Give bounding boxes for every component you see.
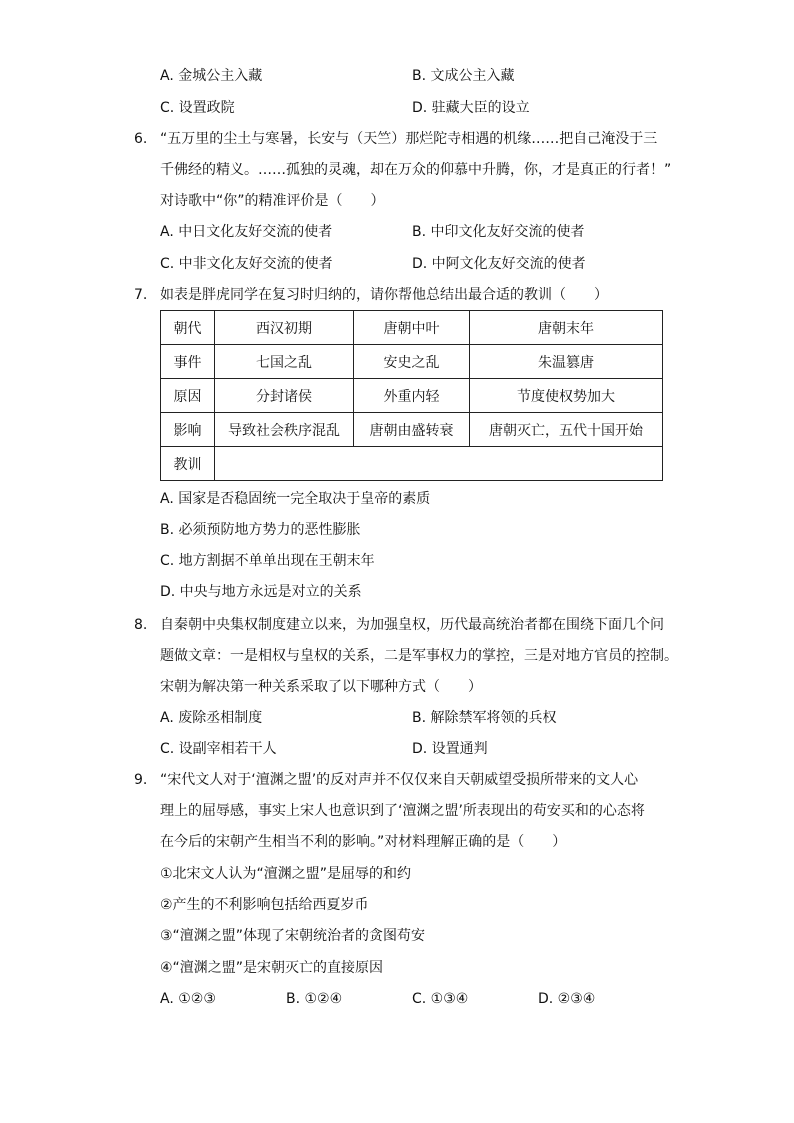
table-cell: 分封诸侯 <box>215 379 354 413</box>
table-cell: 唐朝灭亡，五代十国开始 <box>470 413 663 447</box>
table-row <box>161 311 663 345</box>
q8-option-d[interactable]: D. 设置通判 <box>412 741 488 757</box>
q9-stem-line-3: 在今后的宋朝产生相当不利的影响。”对材料理解正确的是（ ） <box>160 834 567 850</box>
q8-option-c[interactable]: C. 设副宰相若干人 <box>160 741 277 757</box>
q5-option-a[interactable]: A. 金城公主入藏 <box>160 68 263 84</box>
q8-option-a[interactable]: A. 废除丞相制度 <box>160 710 263 726</box>
q6-stem-line-1: “五万里的尘土与寒暑，长安与（天竺）那烂陀寺相遇的机缘……把自己淹没于三 <box>160 131 658 147</box>
q7-option-d[interactable]: D. 中央与地方永远是对立的关系 <box>160 584 362 600</box>
q9-option-b[interactable]: B. ①②④ <box>286 991 343 1007</box>
q9-stem-line-2: 理上的屈辱感，事实上宋人也意识到了‘澶渊之盟’所表现出的苟安买和的心态将 <box>160 803 645 819</box>
q5-options-row-1 <box>160 65 720 87</box>
q8-stem-line-3: 宋朝为解决第一种关系采取了以下哪种方式（ ） <box>160 679 482 695</box>
q9-statement-2: ②产生的不利影响包括给西夏岁币 <box>160 897 369 913</box>
table-cell: 西汉初期 <box>215 311 354 345</box>
table-row <box>161 447 663 481</box>
q9-statement-3: ③“澶渊之盟”体现了宋朝统治者的贪图苟安 <box>160 928 426 944</box>
table-cell: 唐朝中叶 <box>354 311 470 345</box>
q9-number: 9. <box>134 772 148 788</box>
q6-stem-line-2: 千佛经的精义。……孤独的灵魂，却在万众的仰慕中升腾，你，才是真正的行者！” <box>160 162 672 178</box>
q6-options-row-2 <box>160 253 720 275</box>
q8-options-row-2 <box>160 738 720 760</box>
table-row <box>161 413 663 447</box>
q9-stem-line-1: “宋代文人对于‘澶渊之盟’的反对声并不仅仅来自天朝威望受损所带来的文人心 <box>160 772 639 788</box>
q5-option-c[interactable]: C. 设置政院 <box>160 100 235 116</box>
q5-option-b[interactable]: B. 文成公主入藏 <box>412 68 515 84</box>
table-cell: 外重内轻 <box>354 379 470 413</box>
q6-option-a[interactable]: A. 中日文化友好交流的使者 <box>160 224 333 240</box>
table-row <box>161 379 663 413</box>
table-cell: 影响 <box>161 413 215 447</box>
q7-option-a[interactable]: A. 国家是否稳固统一完全取决于皇帝的素质 <box>160 491 431 507</box>
q9-option-a[interactable]: A. ①②③ <box>160 991 216 1007</box>
q8-stem-line-1: 自秦朝中央集权制度建立以来，为加强皇权，历代最高统治者都在围绕下面几个问 <box>160 617 664 633</box>
table-cell: 导致社会秩序混乱 <box>215 413 354 447</box>
q9-statement-4: ④“澶渊之盟”是宋朝灭亡的直接原因 <box>160 960 384 976</box>
q9-statement-1: ①北宋文人认为“澶渊之盟”是屈辱的和约 <box>160 866 412 882</box>
lesson-answer-cell <box>215 447 663 481</box>
q8-stem-line-2: 题做文章：一是相权与皇权的关系，二是军事权力的掌控，三是对地方官员的控制。 <box>160 648 678 664</box>
q6-number: 6. <box>134 131 148 147</box>
q7-option-b[interactable]: B. 必须预防地方势力的恶性膨胀 <box>160 522 361 538</box>
table-cell: 朱温篡唐 <box>470 345 663 379</box>
table-cell: 唐朝由盛转衰 <box>354 413 470 447</box>
table-cell: 教训 <box>161 447 215 481</box>
q9-option-d[interactable]: D. ②③④ <box>538 991 596 1007</box>
q7-stem: 如表是胖虎同学在复习时归纳的，请你帮他总结出最合适的教训（ ） <box>160 287 608 303</box>
table-cell: 七国之乱 <box>215 345 354 379</box>
table-cell: 朝代 <box>161 311 215 345</box>
q6-stem-line-3: 对诗歌中“你”的精准评价是（ ） <box>160 193 385 209</box>
table-cell: 安史之乱 <box>354 345 470 379</box>
q5-option-d[interactable]: D. 驻藏大臣的设立 <box>412 100 530 116</box>
q8-number: 8. <box>134 617 148 633</box>
q7-number: 7. <box>134 287 148 303</box>
q6-option-b[interactable]: B. 中印文化友好交流的使者 <box>412 224 585 240</box>
summary-table <box>160 310 663 481</box>
q9-option-c[interactable]: C. ①③④ <box>412 991 469 1007</box>
table-cell: 节度使权势加大 <box>470 379 663 413</box>
q8-option-b[interactable]: B. 解除禁军将领的兵权 <box>412 710 557 726</box>
q6-option-c[interactable]: C. 中非文化友好交流的使者 <box>160 256 333 272</box>
table-cell: 唐朝末年 <box>470 311 663 345</box>
table-cell: 事件 <box>161 345 215 379</box>
q6-options-row-1 <box>160 221 720 243</box>
q8-options-row-1 <box>160 707 720 729</box>
q6-option-d[interactable]: D. 中阿文化友好交流的使者 <box>412 256 586 272</box>
q7-option-c[interactable]: C. 地方割据不单单出现在王朝末年 <box>160 553 375 569</box>
q5-options-row-2 <box>160 97 720 119</box>
table-row <box>161 345 663 379</box>
table-cell: 原因 <box>161 379 215 413</box>
